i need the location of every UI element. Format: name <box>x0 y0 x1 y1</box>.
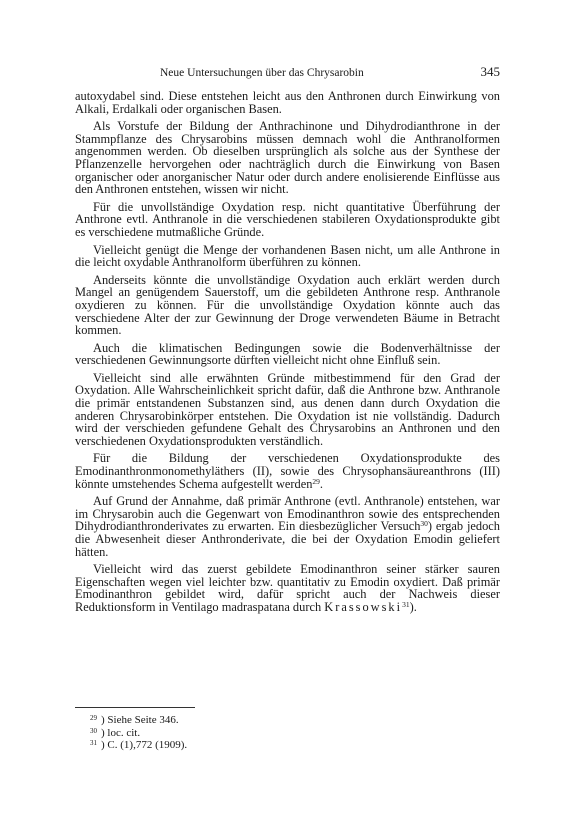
paragraph: Auch die klimatischen Bedingungen sowie die Bodenverhältnisse der verschiedenen Gewinnungsorte dürften vielleicht nicht ohne Einfluß sein. <box>75 340 500 368</box>
body-text <box>75 90 500 619</box>
paragraph-tail: ). <box>409 599 417 614</box>
footnote-text: ) loc. cit. <box>101 726 141 739</box>
paragraph-text: Vielleicht wird das zuerst gebildete Emodinanthron seiner stärker sauren Eigenschaften wegen viel leichter bzw. quantitativ zu Emodin oxydiert. Daß primär Emodinanthron gebildet wird, dafür spricht auch der Nachweis dieser Reduktionsform in Ventilago madraspatana durch <box>75 562 500 614</box>
paragraph-text: Auf Grund der Annahme, daß primär Anthrone (evtl. Anthranole) entstehen, war im Chrysarobin auch die Gegenwart von Emodinanthron sowie des entsprechenden Dihydrodianthronderivates zu erwarten. Ein diesbezüglicher Versuch <box>75 494 500 534</box>
paragraph: Anderseits könnte die unvollständige Oxydation auch erklärt werden durch Mangel an genügendem Sauerstoff, um die gebildeten Anthrone resp. Anthranole oxydieren zu können. Für die unvollständige Oxydation könnte auch das verschiedene Alter der zur Gewinnung der Droge verwendeten Bäume in Betracht kommen. <box>75 272 500 338</box>
footnote-number: 29 <box>90 714 97 722</box>
paragraph-tail: . <box>319 476 324 491</box>
paragraph: Vielleicht genügt die Menge der vorhandenen Basen nicht, um alle Anthrone in die leicht oxydable Anthranolform überführen zu können. <box>75 242 500 270</box>
page-number: 345 <box>480 64 500 79</box>
running-header <box>160 66 500 80</box>
paragraph-tail: ) ergab jedoch die Abwesenheit dieser Anthronderivate, die bei der Oxydation Emodin geliefert hätten. <box>75 519 500 559</box>
footnote-ref: 29 <box>312 476 320 486</box>
footnote-ref: 30 <box>420 519 428 529</box>
paragraph <box>75 452 500 490</box>
paragraph <box>75 563 500 613</box>
footnote-text: ) Siehe Seite 346. <box>101 714 179 726</box>
paragraph: Vielleicht sind alle erwähnten Gründe mitbestimmend für den Grad der Oxydation. Alle Wahrscheinlichkeit spricht dafür, daß die Anthrone bzw. Anthranole die primär entstandenen Substanzen sind, aus denen dann durch Oxydation die anderen Chrysarobinkörper entstehen. Die Oxydation ist nie vollständig. Dadurch wird der verschieden gefundene Gehalt des Chrysarobins an Anthronen und den verschiedenen Oxydationsprodukten verständlich. <box>75 370 500 448</box>
footnote-number: 30 <box>90 726 97 735</box>
footnote-divider <box>75 707 195 708</box>
footnote <box>90 739 390 752</box>
footnote-ref: 31 <box>402 599 410 609</box>
footnote <box>90 727 390 740</box>
paragraph: autoxydabel sind. Diese entstehen leicht aus den Anthronen durch Einwirkung von Alkali, Erdalkali oder organischen Basen. <box>75 89 500 116</box>
paragraph: Für die unvollständige Oxydation resp. nicht quantitative Überführung der Anthrone evtl. Anthranole in die verschiedenen stabileren Oxydationsprodukte gibt es verschiedene mutmaßliche Gründe. <box>75 199 500 239</box>
paragraph <box>75 495 500 558</box>
running-title: Neue Untersuchungen über das Chrysarobin <box>160 67 364 79</box>
footnotes <box>90 714 390 752</box>
footnote-number: 31 <box>90 739 97 748</box>
footnote <box>90 714 390 727</box>
footnote-text: ) C. (1),772 (1909). <box>101 739 188 752</box>
author-name: Krassowski <box>324 599 403 614</box>
paragraph: Als Vorstufe der Bildung der Anthrachinone und Dihydrodianthrone in der Stammpflanze des Chrysarobins müssen demnach wohl die Anthranolformen angenommen werden. Ob dieselben ursprünglich als solche aus der Synthese der Pflanzenzelle hervorgehen oder nachträglich durch die Einwirkung von Basen organischer oder anorganischer Natur oder durch andere enolisierende Einflüsse aus den Anthronen entstehen, wissen wir nicht. <box>75 119 500 197</box>
paragraph-text: Für die Bildung der verschiedenen Oxydationsprodukte des Emodinanthronmonomethyläthers (II), sowie des Chrysophansäureanthrons (III) könnte umstehendes Schema aufgestellt werden <box>75 451 500 491</box>
